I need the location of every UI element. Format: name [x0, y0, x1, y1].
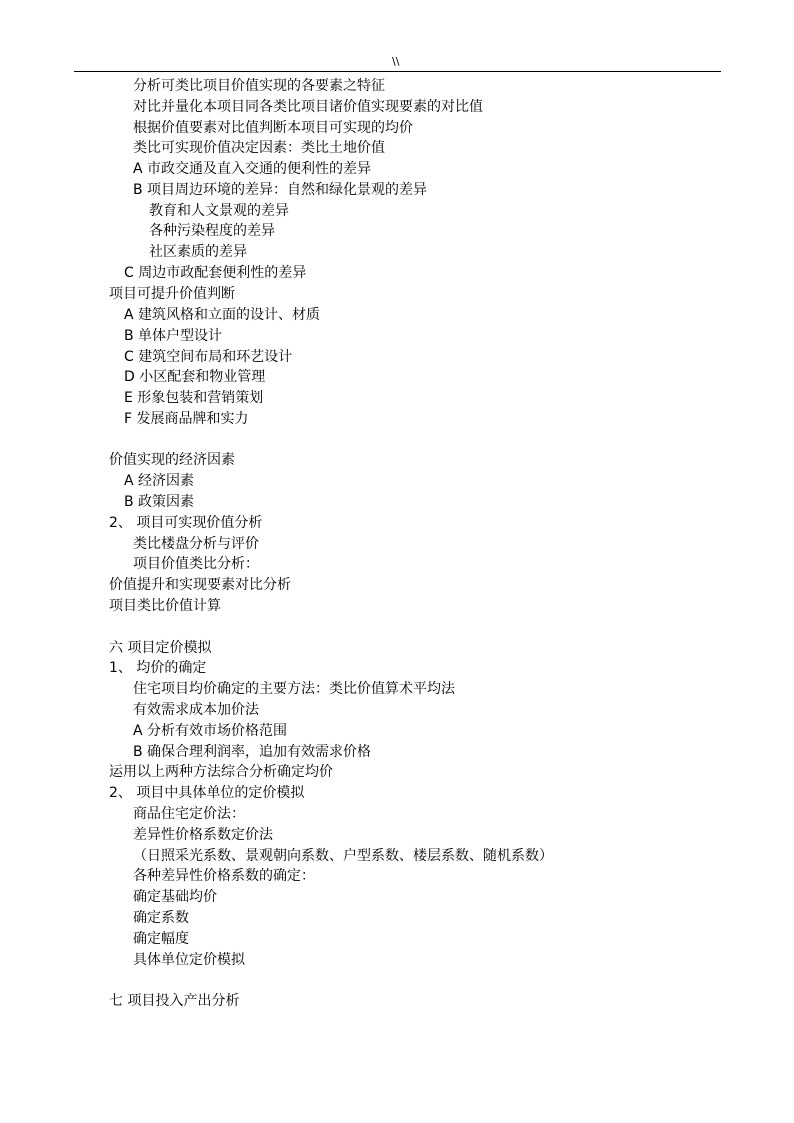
line-30: A 分析有效市场价格范围 — [133, 723, 288, 739]
line-13: B 单体户型设计 — [124, 328, 223, 344]
line-14: C 建筑空间布局和环艺设计 — [124, 349, 293, 365]
line-32: 运用以上两种方法综合分析确定均价 — [109, 764, 333, 780]
line-40: 确定幅度 — [133, 931, 189, 947]
line-1: 分析可类比项目价值实现的各要素之特征 — [133, 78, 385, 94]
line-36: （日照采光系数、景观朝向系数、户型系数、楼层系数、随机系数） — [133, 848, 553, 864]
line-8: 各种污染程度的差异 — [149, 223, 275, 239]
line-33: 2、 项目中具体单位的定价模拟 — [109, 785, 305, 801]
line-31: B 确保合理利润率，追加有效需求价格 — [133, 744, 372, 760]
line-39: 确定系数 — [133, 910, 189, 926]
line-22: 类比楼盘分析与评价 — [133, 536, 259, 552]
line-28: 住宅项目均价确定的主要方法：类比价值算术平均法 — [133, 681, 455, 697]
line-38: 确定基础均价 — [133, 889, 217, 905]
line-6: B 项目周边环境的差异：自然和绿化景观的差异 — [133, 182, 428, 198]
line-5: A 市政交通及直入交通的便利性的差异 — [133, 161, 372, 177]
line-16: E 形象包装和营销策划 — [124, 390, 264, 406]
line-34: 商品住宅定价法： — [133, 806, 245, 822]
header-rule — [74, 71, 721, 72]
line-41: 具体单位定价模拟 — [133, 952, 245, 968]
line-4: 类比可实现价值决定因素：类比土地价值 — [133, 140, 385, 156]
line-9: 社区素质的差异 — [149, 244, 247, 260]
line-21: 2、 项目可实现价值分析 — [109, 515, 263, 531]
line-27: 1、 均价的确定 — [109, 660, 207, 676]
line-24: 价值提升和实现要素对比分析 — [109, 577, 291, 593]
line-19: A 经济因素 — [124, 473, 195, 489]
line-29: 有效需求成本加价法 — [133, 702, 259, 718]
line-10: C 周边市政配套便利性的差异 — [124, 265, 307, 281]
line-3: 根据价值要素对比值判断本项目可实现的均价 — [133, 120, 413, 136]
line-23: 项目价值类比分析： — [133, 556, 259, 572]
line-11: 项目可提升价值判断 — [109, 286, 235, 302]
line-18: 价值实现的经济因素 — [109, 452, 235, 468]
line-26: 六 项目定价模拟 — [109, 640, 212, 656]
line-35: 差异性价格系数定价法 — [133, 827, 273, 843]
line-20: B 政策因素 — [124, 494, 195, 510]
line-2: 对比并量化本项目同各类比项目诸价值实现要素的对比值 — [133, 99, 483, 115]
line-17: F 发展商品牌和实力 — [124, 411, 249, 427]
line-42: 七 项目投入产出分析 — [109, 993, 240, 1009]
line-25: 项目类比价值计算 — [109, 598, 221, 614]
line-7: 教育和人文景观的差异 — [149, 203, 289, 219]
line-37: 各种差异性价格系数的确定： — [133, 868, 315, 884]
header-mark: \\ — [392, 55, 400, 68]
line-12: A 建筑风格和立面的设计、材质 — [124, 307, 321, 323]
line-15: D 小区配套和物业管理 — [124, 369, 266, 385]
